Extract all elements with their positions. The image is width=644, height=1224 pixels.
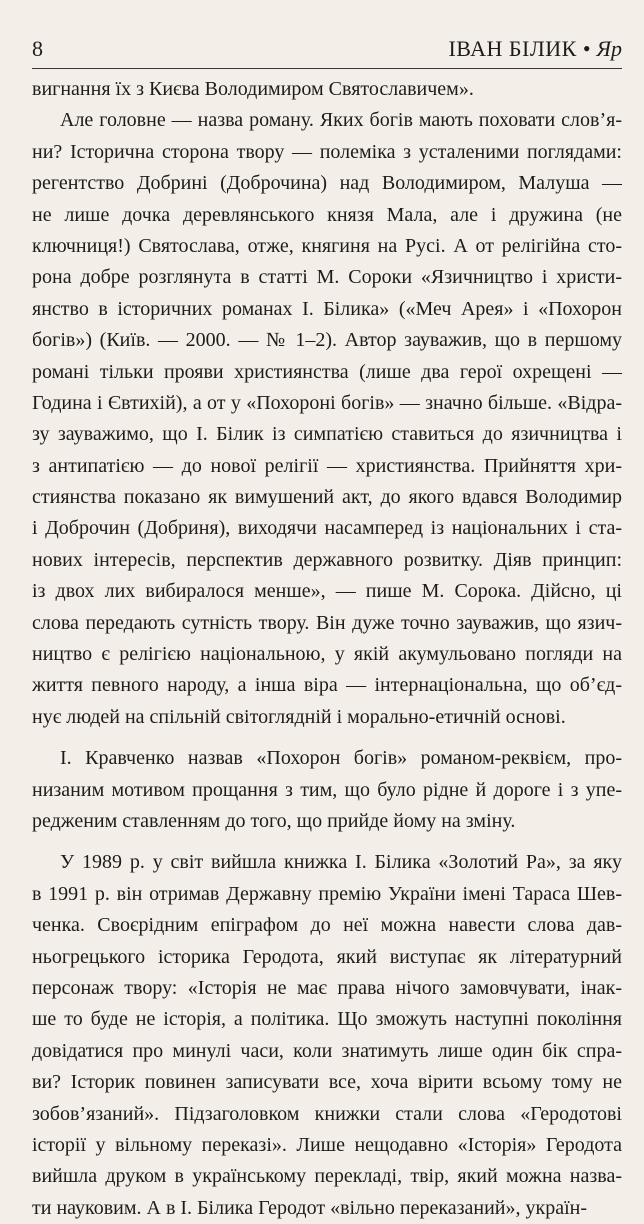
text-line: зу зауважимо, що І. Білик із симпатією ставиться до язичництва і [32, 423, 622, 446]
text-line: життя певного народу, а інша віра — інтернаціональна, що об’єд- [32, 674, 622, 697]
text-line: з антипатією — до нової релігії — християнства. Прийняття хри- [32, 454, 622, 477]
text-line: історії у вільному переказі». Лише нещодавно «Історія» Геродота [32, 1133, 622, 1156]
header-separator: • [582, 36, 591, 61]
paragraph [32, 743, 622, 837]
text-line: ше то буде не історія, а політика. Що зможуть наступні покоління [32, 1008, 622, 1031]
paragraph [32, 105, 622, 733]
text-line: рона добре розглянута в статті М. Сороки «Язичництво і христи- [32, 266, 622, 289]
work-title: Яр [596, 36, 622, 61]
text-line: ви? Історик повинен записувати все, хоча вірити всьому тому не [32, 1071, 622, 1094]
text-line: ти науковим. А в І. Білика Геродот «вільно переказаний», україн- [32, 1196, 588, 1219]
text-line: стиянства показано як вимушений акт, до якого вдався Володимир [32, 486, 622, 509]
text-line: редженим ставленням до того, що прийде йому на зміну. [32, 809, 516, 832]
header-rule [32, 68, 622, 69]
text-line: і Доброчин (Добриня), виходячи насамперед із національних і ста- [32, 517, 622, 540]
text-line: вигнання їх з Києва Володимиром Святославичем». [32, 78, 474, 100]
page-number: 8 [32, 36, 43, 61]
paragraph [32, 74, 622, 105]
text-line: нових інтересів, перспектив державного розвитку. Діяв принцип: [32, 548, 622, 571]
text-line: низаним мотивом прощання з тим, що було рідне й дороге і з упе- [32, 778, 622, 801]
text-line: ньогрецького історика Геродота, який виступає як літературний [32, 945, 622, 968]
text-line: довідатися про минулі часи, коли знатимуть лише один бік спра- [32, 1039, 622, 1062]
text-line: ни? Історична сторона твору — полеміка з усталеними поглядами: [32, 140, 622, 163]
text-line: вийшла друком в українському перекладі, твір, який можна назва- [32, 1165, 622, 1188]
text-line: не лише дочка деревлянського князя Мала, але і дружина (не [32, 203, 622, 226]
text-line: регентство Добрині (Доброчина) над Володимиром, Малуша — [32, 172, 622, 195]
text-line: ченка. Своєрідним епіграфом до неї можна навести слова дав- [32, 914, 622, 937]
text-line: в 1991 р. він отримав Державну премію України імені Тараса Шев- [32, 882, 622, 905]
text-line: ництво є релігією національною, у якій акумульовано погляди на [32, 643, 622, 666]
text-line: персонаж твору: «Історія не має права нічого замовчувати, інак- [32, 976, 622, 999]
paragraph-gap [32, 837, 622, 847]
text-line: зобов’язаний». Підзаголовком книжки стали слова «Геродотові [32, 1102, 622, 1125]
running-header [32, 32, 622, 66]
text-line: Година і Євтихій), а от у «Похороні богів» — значно більше. «Відра- [32, 391, 622, 414]
body-text [32, 74, 622, 1224]
text-line: із двох лих вибиралося менше», — пише М. Сорока. Дійсно, ці [32, 580, 622, 603]
text-line: ключниця!) Святослава, отже, княгиня на Русі. А от релігійна сто- [32, 234, 622, 257]
text-line: романі тільки прояви християнства (лише два герої охрещені — [32, 360, 622, 383]
text-line: І. Кравченко назвав «Похорон богів» романом-реквієм, про- [60, 747, 622, 770]
paragraph [32, 847, 622, 1224]
author-name: ІВАН БІЛИК [448, 36, 577, 61]
text-line: Але головне — назва роману. Яких богів мають поховати слов’я- [60, 109, 622, 132]
running-title [448, 32, 622, 66]
text-line: У 1989 р. у світ вийшла книжка І. Білика «Золотий Ра», за яку [60, 851, 622, 874]
paragraph-gap [32, 733, 622, 743]
text-line: богів») (Київ. — 2000. — № 1–2). Автор зауважив, що в першому [32, 329, 622, 352]
text-line: слова передають сутність твору. Він дуже точно зауважив, що язич- [32, 611, 622, 634]
text-line: нує людей на спільній світоглядній і морально-етичній основі. [32, 705, 566, 728]
text-line: янство в історичних романах І. Білика» («Меч Арея» і «Похорон [32, 297, 622, 320]
